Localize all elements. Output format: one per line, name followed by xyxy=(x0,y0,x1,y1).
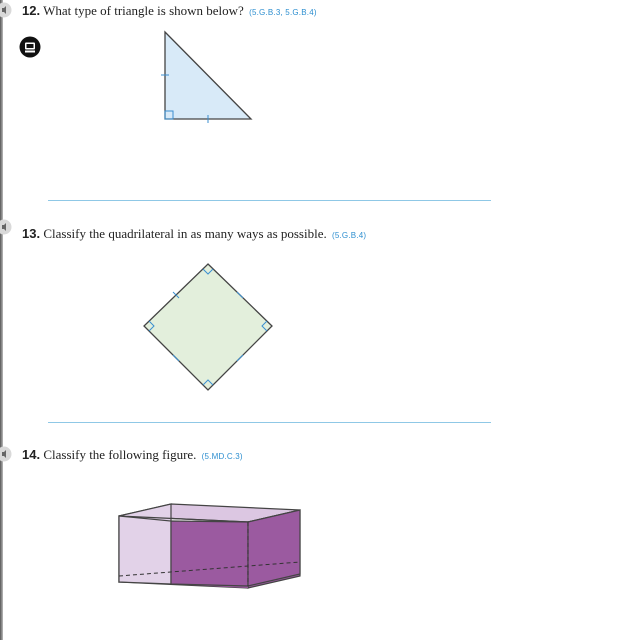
right-triangle-figure xyxy=(160,28,256,123)
question-14 xyxy=(22,447,243,465)
question-text: Classify the following figure. xyxy=(43,447,197,462)
question-number: 13. xyxy=(22,226,41,241)
answer-line[interactable] xyxy=(48,422,491,423)
question-number: 12. xyxy=(22,3,41,18)
glossary-icon[interactable] xyxy=(19,36,41,58)
square-figure xyxy=(140,260,276,394)
rectangular-prism-figure xyxy=(114,500,304,586)
question-text: Classify the quadrilateral in as many ways as possible. xyxy=(43,226,327,241)
question-13 xyxy=(22,226,366,244)
standards-code: (5.MD.C.3) xyxy=(201,452,243,461)
speaker-icon[interactable] xyxy=(0,446,12,462)
standards-code: (5.G.B.4) xyxy=(332,231,367,240)
page-edge xyxy=(0,0,3,640)
question-12 xyxy=(22,3,317,21)
speaker-icon[interactable] xyxy=(0,2,12,18)
question-text: What type of triangle is shown below? xyxy=(43,3,244,18)
answer-line[interactable] xyxy=(48,200,491,201)
standards-code: (5.G.B.3, 5.G.B.4) xyxy=(249,8,317,17)
question-number: 14. xyxy=(22,447,41,462)
speaker-icon[interactable] xyxy=(0,219,12,235)
